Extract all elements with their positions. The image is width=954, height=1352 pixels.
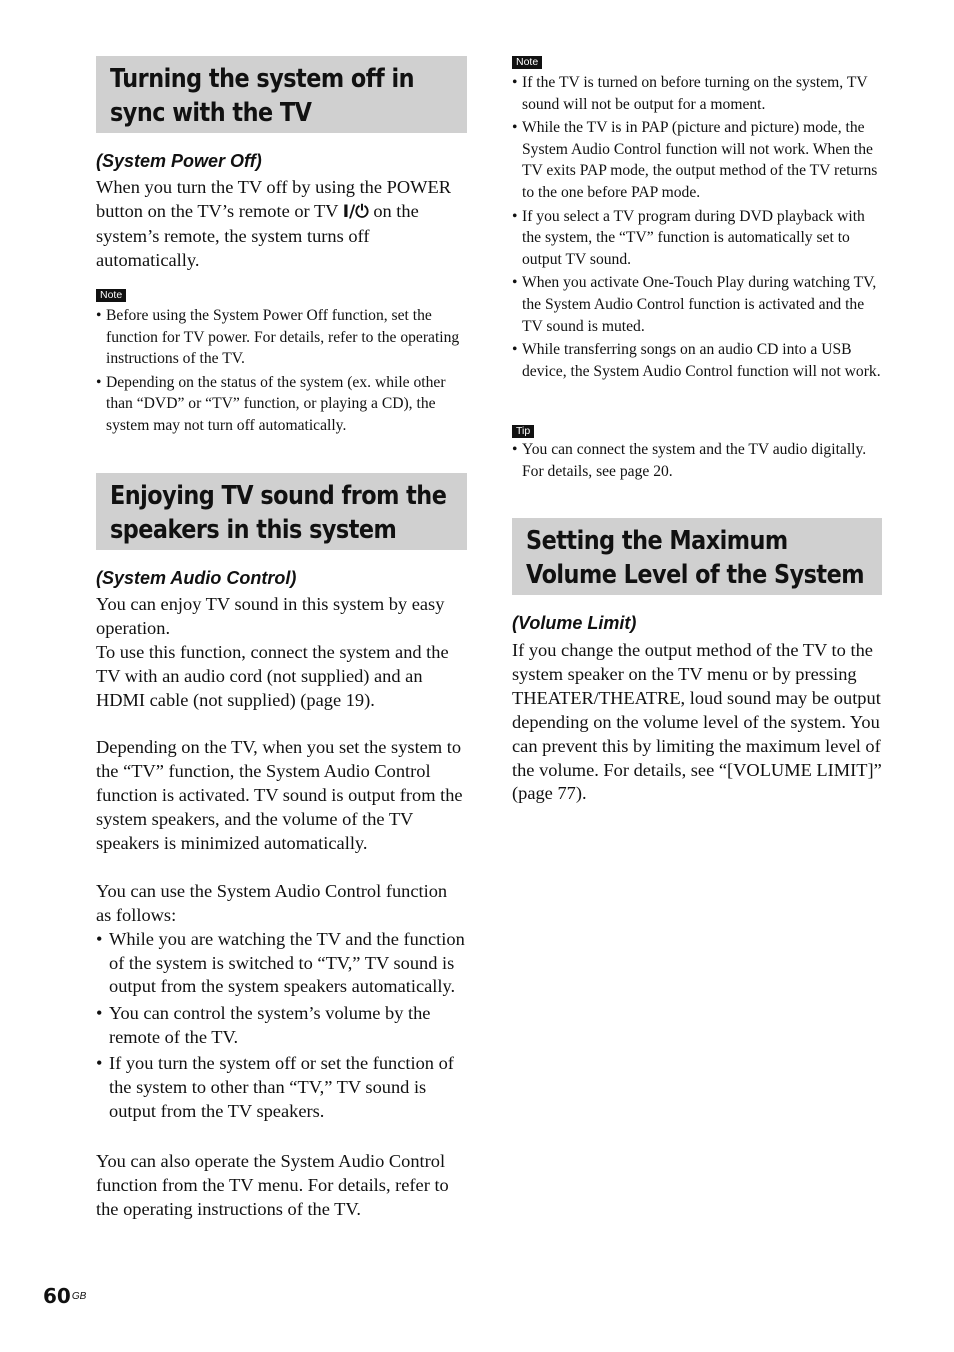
body-text-block — [96, 593, 467, 1222]
bullet-list — [96, 928, 467, 1124]
list-item: • You can control the system’s volume by the remote of the TV. — [96, 1002, 467, 1050]
body-paragraph: You can use the System Audio Control function as follows: — [96, 880, 448, 925]
tip-list — [512, 439, 882, 484]
body-paragraph: If you change the output method of the TV to the system speaker on the TV menu or by pressing THEATER/THEATRE, loud sound may be output depending on the volume level of the system. You can prevent this by limiting the maximum level of the volume. For details, see “[VOLUME LIMIT]” (page 77). — [512, 640, 882, 804]
section-subtitle: (Volume Limit) — [512, 613, 637, 633]
body-text-block — [512, 639, 882, 806]
body-paragraph: To use this function, connect the system and the TV with an audio cord (not supplied) and an HDMI cable (not supplied) (page 19). — [96, 641, 449, 710]
list-item: • If you select a TV program during DVD playback with the system, the “TV” function is automatically set to output TV sound. — [512, 206, 882, 271]
list-item: • If the TV is turned on before turning on the system, TV sound will not be output for a moment. — [512, 72, 882, 115]
page-suffix: GB — [71, 1291, 87, 1302]
body-paragraph: Depending on the TV, when you set the system to the “TV” function, the System Audio Control function is activated. TV sound is output from the system speakers, and the volume of the TV speakers is minimized automatically. — [96, 737, 463, 854]
list-item: • Before using the System Power Off function, set the function for TV power. For details, refer to the operating instructions of the TV. — [96, 305, 467, 370]
list-item: • While transferring songs on an audio CD into a USB device, the System Audio Control function will not work. — [512, 339, 882, 382]
power-icon: I/⏻ — [342, 201, 369, 222]
body-paragraph: You can enjoy TV sound in this system by easy operation. — [96, 594, 445, 638]
note-list — [512, 72, 882, 384]
list-item: • Depending on the status of the system (ex. while other than “DVD” or “TV” function, or playing a CD), the system may not turn off automatically. — [96, 372, 467, 437]
body-paragraph: When you turn the TV off by using the POWER button on the TV’s remote or TV I/⏻ on the system’s remote, the system turns off automatically. — [96, 177, 452, 270]
section-title: Enjoying TV sound from the speakers in this system — [110, 481, 447, 545]
list-item: • You can connect the system and the TV audio digitally. For details, see page 20. — [512, 439, 882, 482]
page-number: $60^{GB}$ — [43, 1284, 87, 1308]
tip-label: Tip — [512, 425, 534, 438]
list-item: • If you turn the system off or set the function of the system to other than “TV,” TV sound is output from the TV speakers. — [96, 1052, 467, 1124]
section-heading-audio-control — [96, 473, 467, 550]
note-list — [96, 305, 467, 439]
section-heading-volume-limit — [512, 518, 882, 595]
section-subtitle: (System Power Off) — [96, 151, 262, 171]
section-heading-power-off — [96, 56, 467, 133]
section-title: Turning the system off in sync with the TV — [110, 64, 415, 128]
note-label: Note — [512, 56, 542, 69]
list-item: • While you are watching the TV and the function of the system is switched to “TV,” TV sound is output from the system speakers automatically. — [96, 928, 467, 1000]
body-paragraph: You can also operate the System Audio Control function from the TV menu. For details, refer to the operating instructions of the TV. — [96, 1151, 449, 1220]
section-subtitle: (System Audio Control) — [96, 568, 297, 588]
list-item: • When you activate One-Touch Play during watching TV, the System Audio Control function is activated and the TV sound is muted. — [512, 272, 882, 337]
note-label: Note — [96, 289, 126, 302]
section-title: Setting the Maximum Volume Level of the System — [526, 526, 865, 590]
list-item: • While the TV is in PAP (picture and picture) mode, the System Audio Control function will not work. When the TV exits PAP mode, the output method of the TV returns to the one before PAP mode. — [512, 117, 882, 203]
